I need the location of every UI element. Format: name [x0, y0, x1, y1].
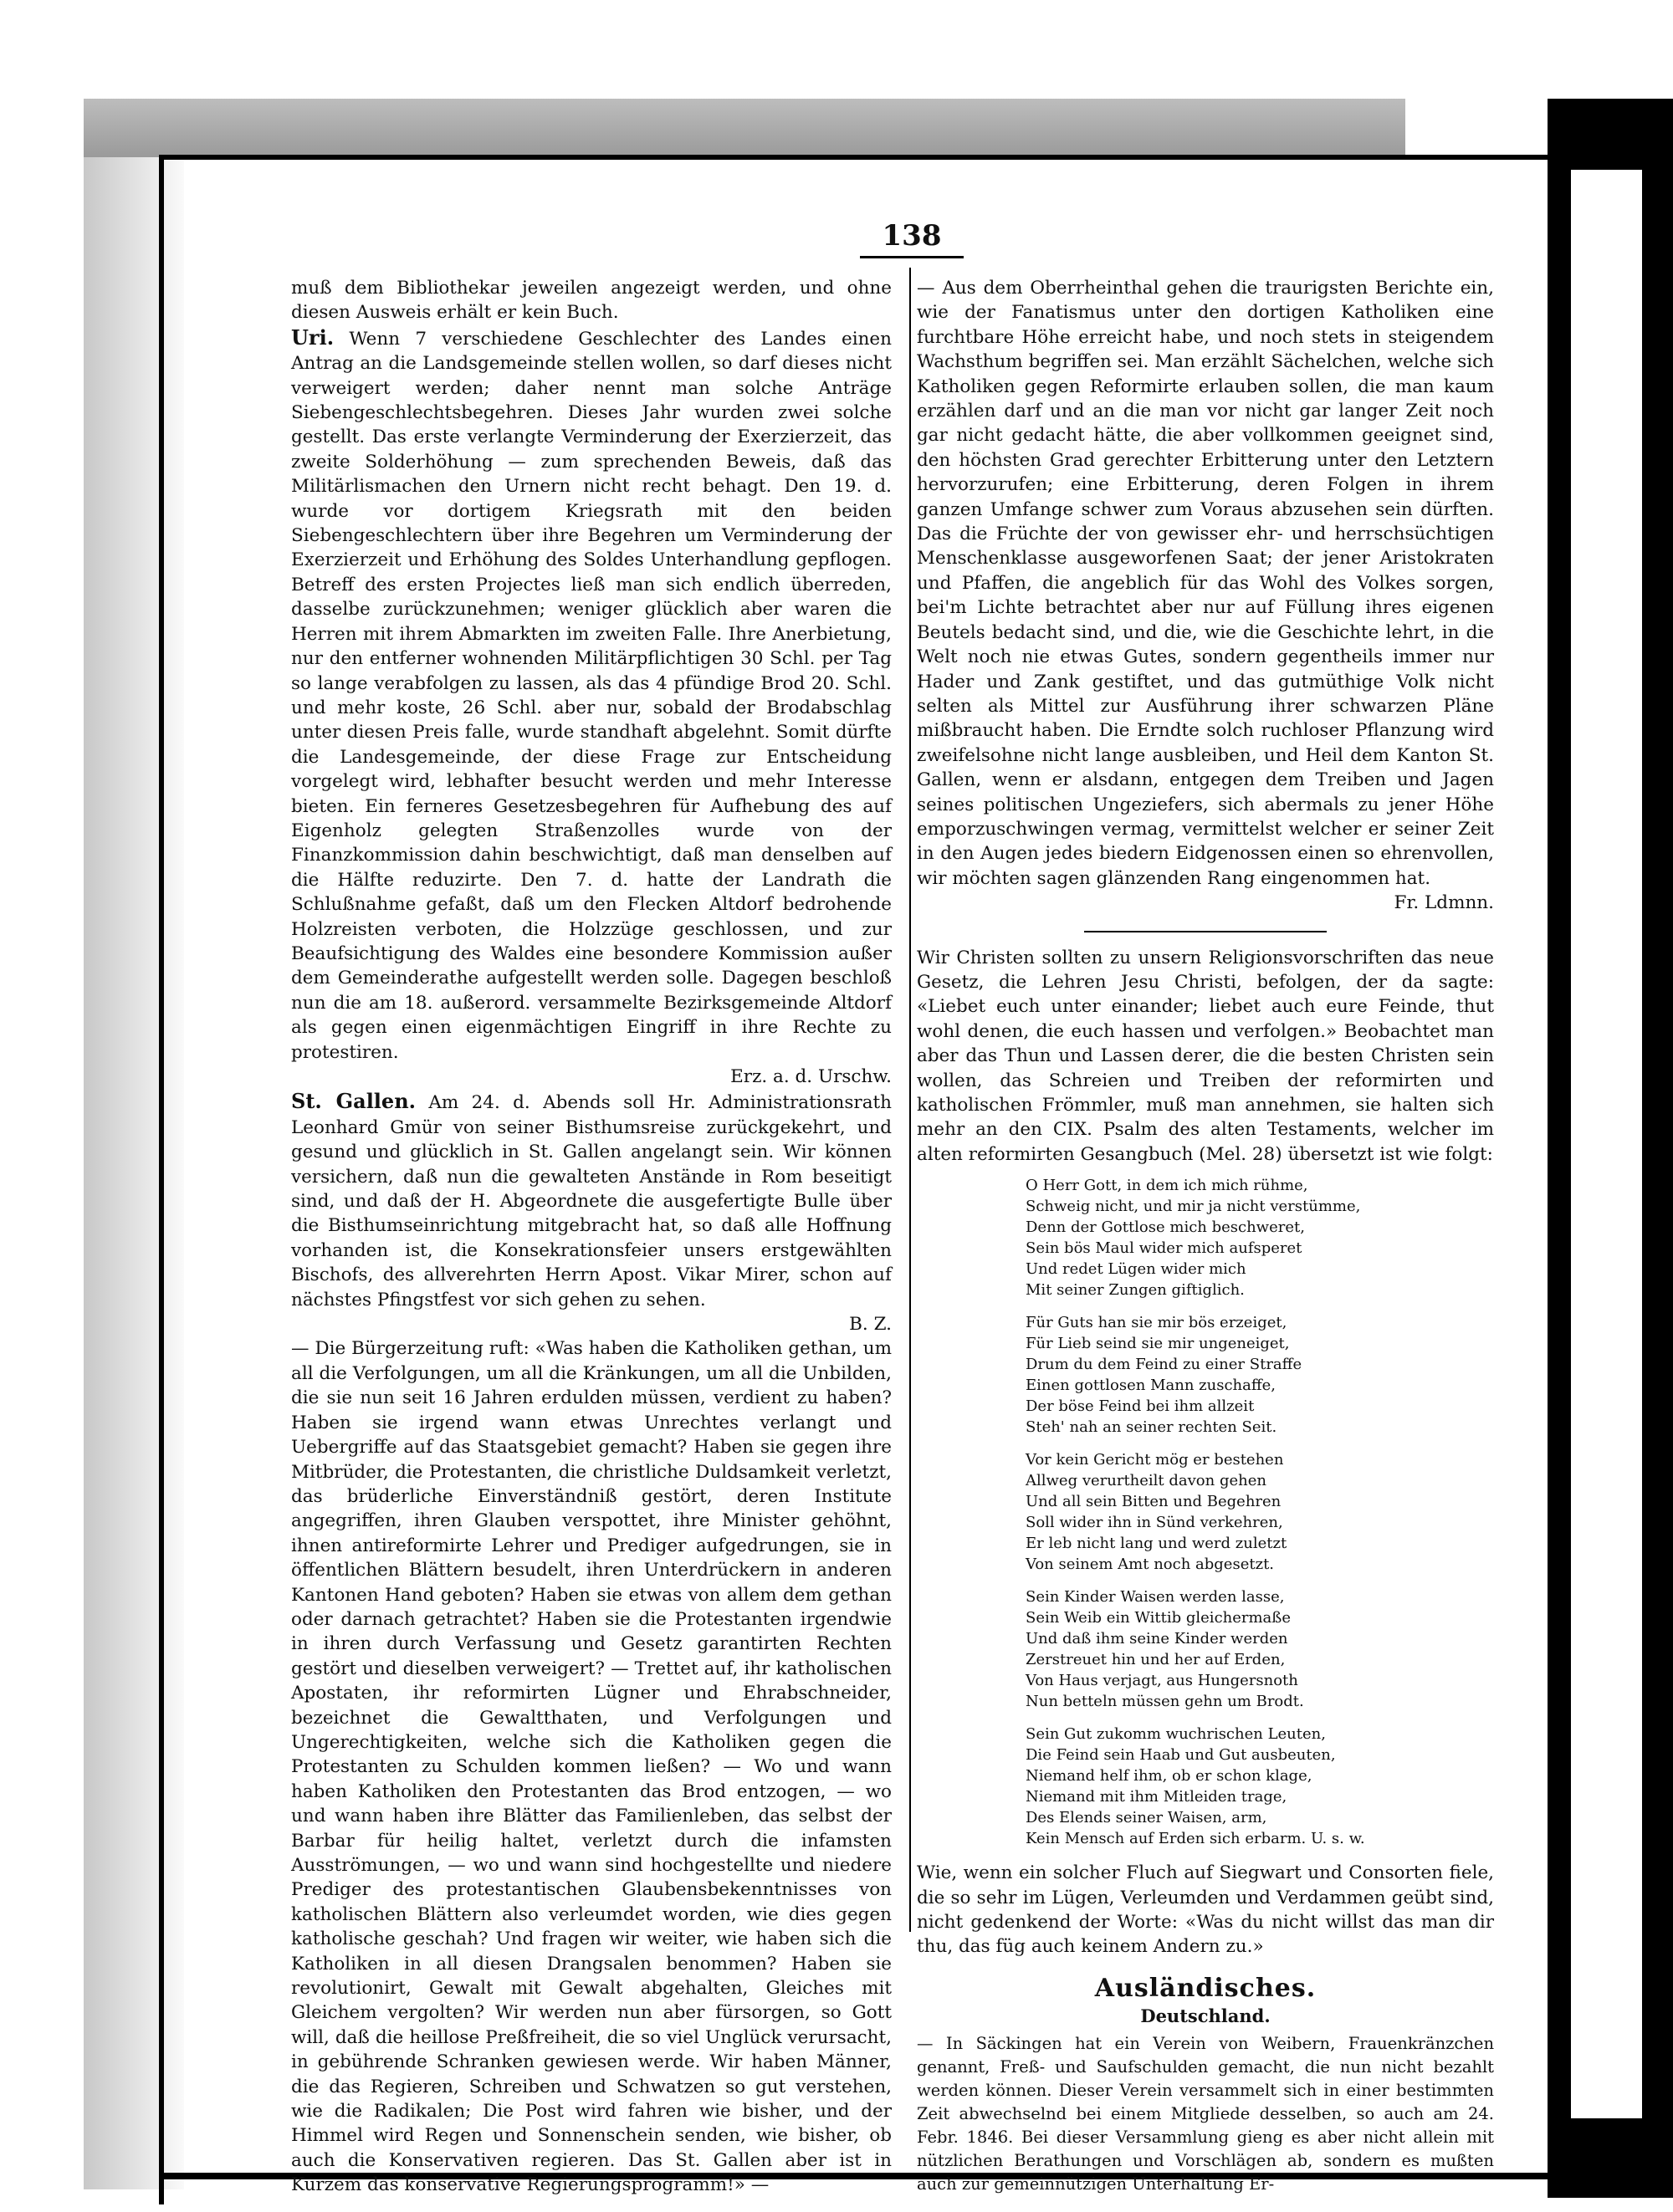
page-number-rule	[860, 256, 964, 258]
article-oberrheinthal	[917, 276, 1494, 916]
poem-line: Nun betteln müssen gehn um Brodt.	[1026, 1693, 1304, 1711]
article-st-gallen-text: Am 24. d. Abends soll Hr. Administrationsrath Leonhard Gmür von seiner Bisthumsreise zurückgekehrt, und gesund und glücklich in St. Gallen angelangt sein. Wir können versichern, daß nun die gewalteten Anstände in Rom beseitigt sind, und daß der H. Abgeordnete die ausgefertigte Bulle über die Bisthumseinrichtung mitgebracht hat, so daß alle Hoffnung vorhanden ist, die Konsekrationsfeier unsers erstgewählten Bischofs, des allverehrten Herrn Apost. Vikar Mirer, schon auf nächstes Pfingstfest vor sich gehen zu sehen.	[291, 1092, 893, 1310]
poem-line: Steh' nah an seiner rechten Seit.	[1026, 1418, 1277, 1437]
poem-line: O Herr Gott, in dem ich mich rühme,	[1026, 1177, 1308, 1195]
poem-line: Vor kein Gericht mög er bestehen	[1026, 1451, 1284, 1469]
poem-stanza-3	[1026, 1449, 1494, 1575]
poem-line: Und daß ihm seine Kinder werden	[1026, 1630, 1288, 1648]
poem-line: Die Feind sein Haab und Gut ausbeuten,	[1026, 1746, 1336, 1765]
poem-line: Zerstreuet hin und her auf Erden,	[1026, 1651, 1286, 1669]
poem-line: Des Elends seiner Waisen, arm,	[1026, 1809, 1267, 1827]
page-number: 138	[882, 219, 942, 253]
poem-line: Niemand mit ihm Mitleiden trage,	[1026, 1788, 1287, 1806]
poem-line: Niemand helf ihm, ob er schon klage,	[1026, 1767, 1312, 1785]
article-uri-text: Wenn 7 verschiedene Geschlechter des Landes einen Antrag an die Landsgemeinde stellen wollen, so darf dieses nicht verweigert werden; daher nennt man solche Anträge Siebengeschlechtsbegehren. Dieses Jahr wurden zwei solche gestellt. Das erste verlangte Verminderung der Exerzierzeit, das zweite Solderhöhung — zum sprechenden Beweis, daß das Militärlismachen den Urnern nicht recht behagt. Den 19. d. wurde vor dortigem Kriegsrath mit den beiden Siebengeschlechtern über ihre Begehren um Verminderung der Exerzierzeit und Erhöhung des Soldes Unterhandlung gepflogen. Betreff des ersten Projectes ließ man sich endlich überreden, dasselbe zurückzunehmen; weniger glücklich aber waren die Herren mit ihrem Abmarkten im zweiten Falle. Ihre Anerbietung, nur den entferner wohnenden Militärpflichtigen 30 Schl. per Tag so lange verabfolgen zu lassen, als das 4 pfündige Brod 20. Schl. und mehr koste, 26 Schl. aber nur, sobald der Brodabschlag unter diesen Preis falle, wurde standhaft abgelehnt. Somit dürfte die Landesgemeinde, der diese Frage zur Entscheidung vorgelegt wird, lebhafter besucht werden und mehr Interesse bieten. Ein ferneres Gesetzesbegehren für Aufhebung des auf Eigenholz gelegten Straßenzolles wurde von der Finanzkommission dahin beschwichtigt, daß man denselben auf die Hälfte reduzirte. Den 7. d. hatte der Landrath die Schlußnahme gefaßt, daß um den Flecken Altdorf bedrohende Holzreisten verboten, die Holzzüge geschlossen, und zur Beaufsichtigung des Waldes eine besondere Kommission außer dem Gemeinderathe aufgestellt werden solle. Dagegen beschloß nun die am 18. außerord. versammelte Bezirksgemeinde Altdorf als gegen einen eigenmächtigen Eingriff in ihre Rechte zu protestiren.	[291, 328, 892, 1063]
poem-line: Sein Kinder Waisen werden lasse,	[1026, 1588, 1285, 1607]
poem-line: Er leb nicht lang und werd zuletzt	[1026, 1535, 1287, 1553]
article-uri-signature: Erz. a. d. Urschw.	[730, 1066, 892, 1087]
article-uri-head: Uri.	[291, 324, 335, 350]
poem-line: Sein Weib ein Wittib gleichermaße	[1026, 1609, 1291, 1627]
scan-strip-right	[1548, 99, 1673, 2198]
poem-line: Denn der Gottlose mich beschweret,	[1026, 1218, 1305, 1237]
poem-line: Von seinem Amt noch abgesetzt.	[1026, 1556, 1275, 1574]
poem-line: Und redet Lügen wider mich	[1026, 1260, 1246, 1279]
article-christen: Wir Christen sollten zu unsern Religionsvorschriften das neue Gesetz, die Lehren Jesu Christi, befolgen, der da sagte: «Liebet euch unter einander; liebet auch eure Feinde, thut wohl denen, die euch hassen und verfolgen.» Beobachtet man aber das Thun und Lassen derer, die die besten Christen sein wollen, das Schreien und Treiben der reformirten und katholischen Frömmler, muß man annehmen, sie halten sich mehr an den CIX. Psalm des alten Testaments, welcher im alten reformirten Gesangbuch (Mel. 28) übersetzt ist wie folgt:	[917, 947, 1494, 1165]
poem-line: Für Lieb seind sie mir ungeneiget,	[1026, 1335, 1290, 1353]
article-st-gallen	[291, 1089, 892, 1336]
poem-line: Sein Gut zukomm wuchrischen Leuten,	[1026, 1725, 1326, 1744]
article-christen-end: Wie, wenn ein solcher Fluch auf Siegwart und Consorten fiele, die so sehr im Lügen, Verleumden und Verdammen geübt sind, nicht gedenkend der Worte: «Was du nicht willst das man dir thu, das füg auch keinem Andern zu.»	[917, 1862, 1494, 1958]
poem-line: Kein Mensch auf Erden sich erbarm. U. s. w.	[1026, 1830, 1365, 1848]
article-uri	[291, 325, 892, 1090]
poem-stanza-5	[1026, 1724, 1494, 1849]
article-saeckingen: — In Säckingen hat ein Verein von Weibern, Frauenkränzchen genannt, Freß- und Saufschulden gemacht, die nun nicht bezahlt werden können. Dieser Verein versammelt sich in einer bestimmten Zeit abwechselnd bei einem Mitgliede desselben, so auch am 24. Febr. 1846. Bei dieser Versammlung gieng es aber nicht allein mit nützlichen Berathungen und Vorschlägen ab, sondern es mußten auch zur gemeinnützigen Unterhaltung Er-	[917, 2033, 1494, 2194]
poem-line: Einen gottlosen Mann zuschaffe,	[1026, 1377, 1276, 1395]
article-st-gallen-head: St. Gallen.	[291, 1089, 416, 1114]
poem-line: Soll wider ihn in Sünd verkehren,	[1026, 1514, 1283, 1532]
paragraph-library: muß dem Bibliothekar jeweilen angezeigt werden, und ohne diesen Ausweis erhält er kein Buch.	[291, 278, 892, 324]
poem-stanza-1	[1026, 1175, 1494, 1300]
poem-stanza-4	[1026, 1586, 1494, 1712]
poem-line: Sein bös Maul wider mich aufsperet	[1026, 1239, 1302, 1258]
left-column	[291, 276, 892, 2198]
subsection-deutschland: Deutschland.	[1140, 2005, 1271, 2027]
right-column	[917, 276, 1494, 2196]
scan-band-top	[84, 99, 1405, 157]
poem-line: Drum du dem Feind zu einer Straffe	[1026, 1356, 1302, 1374]
poem-line: Der böse Feind bei ihm allzeit	[1026, 1397, 1255, 1416]
psalm-poem	[1026, 1175, 1494, 1849]
article-buergerzeitung: — Die Bürgerzeitung ruft: «Was haben die Katholiken gethan, um all die Verfolgungen, um all die Kränkungen, um all die Unbilden, die sie nun seit 16 Jahren erdulden müssen, verdient zu haben? Haben sie irgend wann etwas Unrechtes verlangt und Uebergriffe auf das Staatsgebiet gemacht? Haben sie gegen ihre Mitbrüder, die Protestanten, die christliche Duldsamkeit verletzt, das brüderliche Einverständniß gestört, deren Institute angegriffen, ihren Glauben verspottet, ihre Minister gehöhnt, ihnen antireformirte Lehrer und Prediger aufgedrungen, sie in öffentlichen Blättern besudelt, ihren Unterdrückern in anderen Kantonen Hand geboten? Haben sie etwas von allem dem gethan oder darnach getrachtet? Haben sie die Protestanten irgendwie in ihren durch Verfassung und Gesetz garantirten Rechten gestört und dieselben verweigert? — Trettet auf, ihr katholischen Apostaten, ihr reformirten Lügner und Ehrabschneider, bezeichnet die Gewaltthaten, und Verfolgungen und Ungerechtigkeiten, welche sich die Katholiken gegen die Protestanten zu Schulden kommen ließen? — Wo und wann haben Katholiken den Protestanten das Brod entzogen, — wo und wann haben ihre Blätter das Familienleben, das selbst der Barbar für heilig haltet, verletzt durch die infamsten Ausströmungen, — wo und wann sind hochgestellte und niedere Prediger des protestantischen Glaubensbekenntnisses von katholischen Blättern also verleumdet worden, wie dies gegen katholische geschah? Und fragen wir weiter, wie haben sich die Katholiken in all diesen Drangsalen benommen? Haben sie revolutionirt, Gewalt mit Gewalt abgehalten, Gleiches mit Gleichem vergolten? Wir werden nun aber fürsorgen, so Gott will, daß die heillose Preßfreiheit, die so viel Unglück verursacht, in gebührende Schranken gewiesen werde. Wir haben Männer, die das Regieren, Schreiben und Schwatzen so gut verstehen, wie die Radikalen; Die Post wird fahren wie bisher, und der Himmel wird Regen und Sonnenschein senden, wie bisher, ob auch die Konservativen regieren. Das St. Gallen aber ist in Kurzem das konservative Regierungsprogramm!» —	[291, 1338, 892, 2196]
article-oberrheinthal-signature: Fr. Ldmnn.	[1394, 892, 1494, 914]
poem-line: Schweig nicht, und mir ja nicht verstümme,	[1026, 1198, 1361, 1216]
poem-stanza-2	[1026, 1312, 1494, 1438]
poem-line: Allweg verurtheilt davon gehen	[1026, 1472, 1266, 1490]
poem-line: Und all sein Bitten und Begehren	[1026, 1493, 1282, 1511]
section-title-auslaendisches: Ausländisches.	[1094, 1973, 1317, 2003]
separator-rule	[1084, 931, 1327, 932]
poem-line: Für Guts han sie mir bös erzeiget,	[1026, 1314, 1287, 1332]
article-st-gallen-signature: B. Z.	[849, 1314, 892, 1336]
article-oberrheinthal-text: — Aus dem Oberrheinthal gehen die traurigsten Berichte ein, wie der Fanatismus unter den dortigen Katholiken eine furchtbare Höhe erreicht habe, und noch stets in steigendem Wachsthum begriffen sei. Man erzählt Sächelchen, welche sich Katholiken gegen Reformirte erlauben sollen, die man kaum erzählen darf und an die man vor nicht gar langer Zeit noch gar nicht gedacht hätte, die aber vollkommen geeignet sind, den höchsten Grad gerechter Erbitterung unter den Letztern hervorzurufen; eine Erbitterung, deren Folgen in ihrem ganzen Umfange schwer zum Voraus abzusehen sein dürften. Das die Früchte der von gewisser ehr- und herrschsüchtigen Menschenklasse ausgeworfenen Saat; der jener Aristokraten und Pfaffen, die angeblich für das Wohl des Volkes sorgen, bei'm Lichte betrachtet aber nur auf Füllung ihres eigenen Beutels bedacht sind, und die, wie die Geschichte lehrt, in die Welt noch nie etwas Gutes, sondern gegentheils immer nur Hader und Zank gestiftet, und das gutmüthige Volk nicht selten als Mittel zur Ausführung ihrer schwarzen Pläne mißbraucht haben. Die Erndte solch ruchloser Pflanzung wird zweifelsohne nicht lange ausbleiben, und Heil dem Kanton St. Gallen, wenn er alsdann, entgegen dem Treiben und Jagen seines politischen Ungeziefers, sich abermals zu jener Höhe emporzuschwingen vermag, vermittelst welcher er seiner Zeit in den Augen jedes biedern Eidgenossen einen so ehrenvollen, wir möchten sagen glänzenden Rang eingenommen hat.	[917, 278, 1494, 889]
poem-line: Von Haus verjagt, aus Hungersnoth	[1026, 1672, 1298, 1690]
column-divider	[909, 268, 911, 1932]
poem-line: Mit seiner Zungen giftiglich.	[1026, 1281, 1245, 1300]
